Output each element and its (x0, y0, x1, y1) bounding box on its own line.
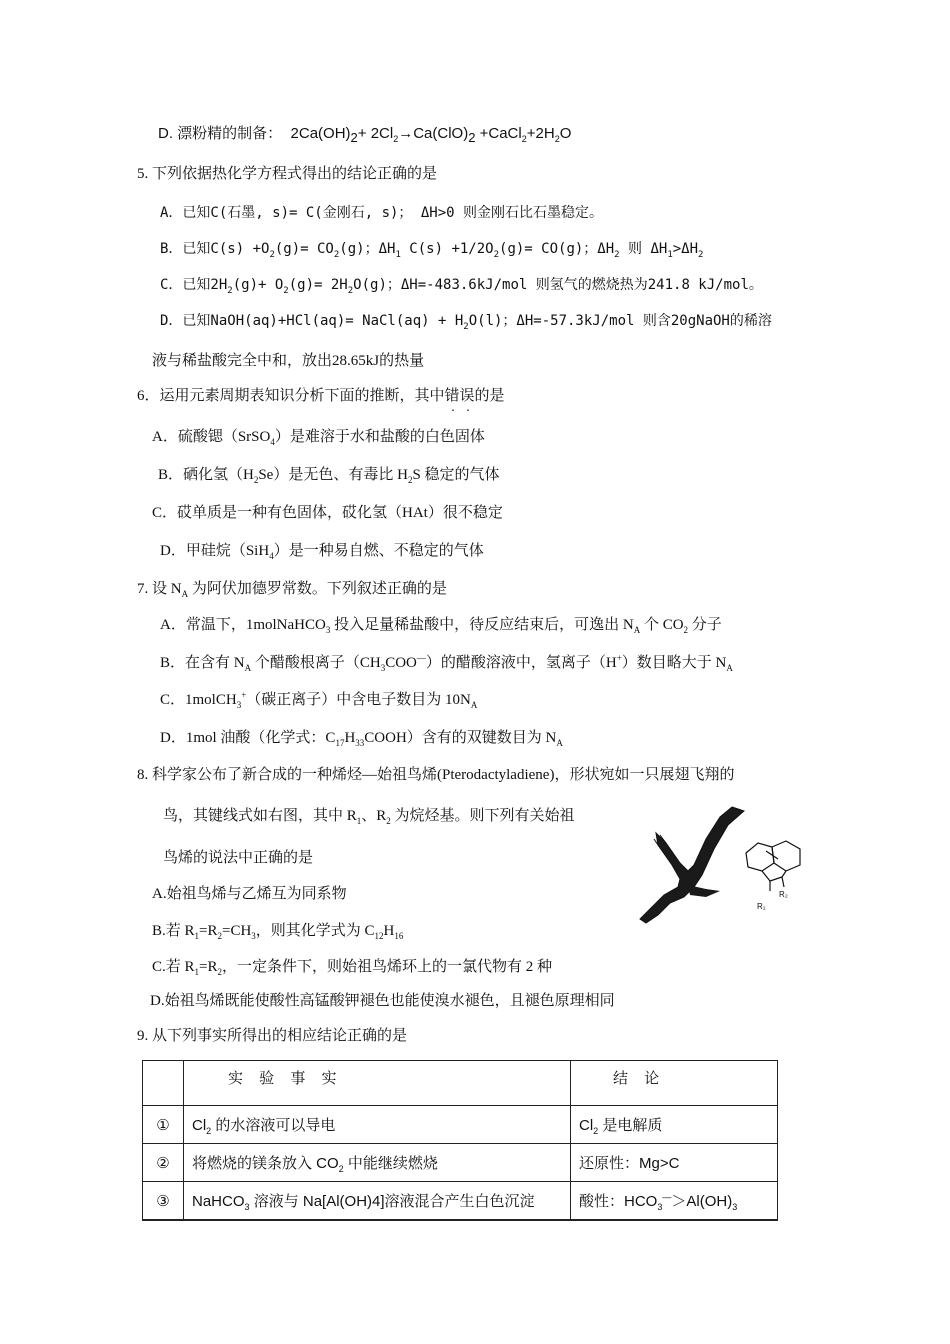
row-conclusion (571, 1182, 778, 1221)
q5-stem: 5. 下列依据热化学方程式得出的结论正确的是 (137, 166, 438, 182)
sub: 2 (227, 285, 233, 296)
sup: — (416, 653, 426, 663)
sub: 2 (463, 321, 469, 332)
eq-part: →Ca(ClO) (398, 125, 469, 142)
text: 的水溶液可以导电 (211, 1117, 336, 1134)
text: (g)+ O (232, 277, 284, 293)
header-text: 实 验 事 实 (228, 1070, 343, 1087)
text: ）是难溶于水和盐酸的白色固体 (274, 429, 485, 445)
table-row (143, 1144, 778, 1182)
sub: 17 (335, 738, 345, 748)
sub: 33 (355, 738, 365, 748)
text: >ΔH (672, 241, 699, 257)
sub: 2 (269, 249, 275, 260)
sub: 3 (732, 1202, 738, 1212)
text: B．已知C(s) +O (160, 241, 270, 257)
table-row (143, 1106, 778, 1144)
q5-option-a: A．已知C(石墨, s)= C(金刚石, s)； ΔH>0 则金刚石比石墨稳定。 (160, 205, 604, 221)
text: ）数目略大于 N (621, 655, 727, 671)
text: COO (385, 655, 417, 671)
text: H (344, 730, 356, 746)
sub: 12 (374, 931, 384, 941)
q8-stem-line2 (163, 806, 575, 826)
text: =R (199, 959, 218, 975)
q7-option-b (160, 653, 733, 673)
eq-sub: 2 (521, 134, 527, 144)
text: 是电解质 (598, 1117, 663, 1134)
sub: 2 (347, 285, 354, 296)
figure-label-r1: R₁ (757, 902, 766, 911)
sub: 1 (667, 249, 673, 260)
text: H (383, 923, 395, 939)
row-conclusion (571, 1144, 778, 1182)
text: C.若 R (152, 959, 195, 975)
text: Cl (579, 1117, 594, 1134)
q8-option-c (152, 957, 552, 977)
text: C．1molCH (160, 692, 237, 708)
q5-option-d-continued: 液与稀盐酸完全中和，放出28.65kJ的热量 (152, 353, 425, 369)
text: （碳正离子）中含电子数目为 10N (246, 692, 471, 708)
sub: 2 (253, 475, 259, 485)
text: C(s) +1/2O (400, 241, 494, 257)
q8-stem-line1: 8. 科学家公布了新合成的一种烯烃—始祖鸟烯(Pterodactyladiene)，形状宛如一只展翅飞翔的 (137, 767, 735, 783)
sub: 1 (356, 816, 362, 826)
text: A．常温下，1molNaHCO (160, 617, 326, 633)
sub: 2 (614, 249, 620, 260)
sup: + (241, 690, 247, 700)
sub: A (470, 700, 478, 710)
q6-option-a (152, 427, 485, 447)
q9-table (142, 1060, 778, 1221)
text: ，则其化学式为 C (255, 923, 375, 939)
text: 还原性：Mg>C (579, 1155, 680, 1172)
sub: 3 (251, 931, 256, 941)
text: 的是 (474, 388, 505, 404)
row-fact (184, 1106, 571, 1144)
text: ）是一种易自燃、不稳定的气体 (273, 543, 484, 559)
text: 7. 设 N (137, 581, 182, 597)
skeletal-structure (746, 841, 800, 891)
sub: 2 (407, 475, 413, 485)
sub: A (181, 589, 189, 599)
sub: 3 (244, 1202, 250, 1212)
text: ＞Al(OH) (671, 1193, 733, 1210)
sub: 2 (683, 625, 689, 635)
text: COOH）含有的双键数目为 N (364, 730, 557, 746)
emphasis-char: 错 (444, 388, 460, 404)
row-conclusion (571, 1106, 778, 1144)
text: NaHCO (192, 1193, 245, 1210)
text: A．硫酸锶（SrSO (152, 429, 271, 445)
text: 鸟，其键线式如右图，其中 R (163, 808, 357, 824)
text: 溶液与 Na[Al(OH)4]溶液混合产生白色沉淀 (249, 1193, 535, 1210)
sub: A (633, 625, 641, 635)
q7-option-c (160, 690, 477, 710)
sub: 2 (333, 249, 340, 260)
sub: 2 (283, 285, 289, 296)
sub: 2 (386, 816, 391, 826)
text: (g)= 2H (288, 277, 348, 293)
eq-part: 2Ca(OH) (290, 125, 351, 142)
text: O(g)；ΔH=-483.6kJ/mol 则氢气的燃烧热为241.8 kJ/mol。 (353, 277, 763, 293)
table-header-conclusion (571, 1061, 778, 1106)
q5-option-c (160, 275, 763, 295)
table-row (143, 1182, 778, 1221)
text: ）的醋酸溶液中，氢离子（H (425, 655, 617, 671)
q4-option-d (158, 124, 571, 144)
header-text: 结 论 (613, 1070, 666, 1087)
q8-option-b (152, 921, 403, 941)
text: B．硒化氢（H (158, 467, 254, 483)
sub: 2 (493, 249, 500, 260)
text: D．甲硅烷（SiH (160, 543, 270, 559)
sub: A (556, 738, 563, 748)
sub: 3 (380, 663, 386, 673)
eq-sub: 2 (554, 134, 560, 144)
q6-option-c: C．砹单质是一种有色固体，砹化氢（HAt）很不稳定 (152, 505, 503, 521)
text: B.若 R (152, 923, 195, 939)
eq-sub: 2 (393, 134, 399, 144)
text: ，一定条件下，则始祖鸟烯环上的一氯代物有 2 种 (221, 959, 552, 975)
table-header-fact (184, 1061, 571, 1106)
eq-sub: 2 (350, 130, 358, 145)
figure-label-r2: R₂ (779, 890, 788, 899)
q7-stem (137, 579, 447, 599)
row-fact (184, 1182, 571, 1221)
text: Se）是无色、有毒比 H (258, 467, 408, 483)
sub: 4 (270, 437, 275, 447)
q9-stem: 9. 从下列事实所得出的相应结论正确的是 (137, 1028, 408, 1044)
sub: A (244, 663, 252, 673)
text: 中能继续燃烧 (343, 1155, 438, 1172)
text: 6．运用元素周期表知识分析下面的推断，其中 (137, 388, 445, 404)
sub: 2 (217, 967, 222, 977)
text: 个 CO (640, 617, 684, 633)
eq-sub: 2 (468, 130, 476, 145)
text: 将燃烧的镁条放入 CO (192, 1155, 339, 1172)
text: B．在含有 N (160, 655, 245, 671)
q5-option-b (160, 239, 703, 259)
text: (g)；ΔH (339, 241, 396, 257)
sub: 16 (394, 931, 404, 941)
sub: 2 (593, 1126, 599, 1136)
sub: A (726, 663, 733, 673)
text: 为烷烃基。则下列有关始祖 (390, 808, 575, 824)
table-header-row (143, 1061, 778, 1106)
text: D．已知NaOH(aq)+HCl(aq)= NaCl(aq) + H (160, 313, 464, 329)
row-num: ② (143, 1144, 184, 1182)
text: O(l)；ΔH=-57.3kJ/mol 则含20gNaOH的稀溶 (468, 313, 772, 329)
bird-silhouette-icon (640, 807, 744, 923)
q5-option-d (160, 311, 772, 331)
sub: 2 (217, 931, 222, 941)
q7-option-a (160, 615, 722, 635)
emphasis-char: 误 (459, 388, 475, 404)
text: 投入足量稀盐酸中，待反应结束后，可逸出 N (330, 617, 634, 633)
eq-part: O (559, 125, 572, 142)
text: 则 ΔH (619, 241, 668, 257)
text: 酸性：HCO (579, 1193, 658, 1210)
table-header-num (143, 1061, 184, 1106)
text: S 稳定的气体 (412, 467, 500, 483)
q4-d-label: D. 漂粉精的制备： (158, 125, 283, 142)
sub: 3 (236, 700, 242, 710)
text: 为阿伏加德罗常数。下列叙述正确的是 (188, 581, 447, 597)
sub: 4 (269, 551, 274, 561)
sub: 3 (325, 625, 331, 635)
q6-option-b (158, 465, 500, 485)
eq-part: + 2Cl (357, 125, 394, 142)
sub: 1 (194, 931, 200, 941)
text: (g)= CO(g)；ΔH (499, 241, 615, 257)
text: (g)= CO (274, 241, 334, 257)
text: C．已知2H (160, 277, 228, 293)
text: 分子 (688, 617, 722, 633)
sub: 2 (338, 1164, 344, 1174)
text: =R (199, 923, 218, 939)
sub: 2 (206, 1126, 212, 1136)
sub: 1 (194, 967, 200, 977)
sup: — (662, 1192, 672, 1202)
sub: 2 (698, 249, 704, 260)
q6-stem (137, 386, 505, 406)
text: =CH (221, 923, 252, 939)
eq-part: +CaCl (475, 125, 522, 142)
row-fact (184, 1144, 571, 1182)
text: D．1mol 油酸（化学式：C (160, 730, 336, 746)
sub: 3 (657, 1202, 663, 1212)
q8-stem-line3: 鸟烯的说法中正确的是 (163, 850, 314, 866)
q8-option-a: A.始祖鸟烯与乙烯互为同系物 (152, 886, 347, 902)
text: 、R (361, 808, 387, 824)
row-num: ① (143, 1106, 184, 1144)
q6-option-d (160, 541, 484, 561)
sub: 1 (395, 249, 401, 260)
text: Cl (192, 1117, 207, 1134)
text: 个醋酸根离子（CH (251, 655, 381, 671)
sup: + (616, 653, 622, 663)
row-num: ③ (143, 1182, 184, 1221)
q7-option-d (160, 728, 563, 748)
pterodactyladiene-figure (636, 805, 812, 925)
q8-option-d: D.始祖鸟烯既能使酸性高锰酸钾褪色也能使溴水褪色，且褪色原理相同 (150, 993, 615, 1009)
eq-part: +2H (526, 125, 555, 142)
